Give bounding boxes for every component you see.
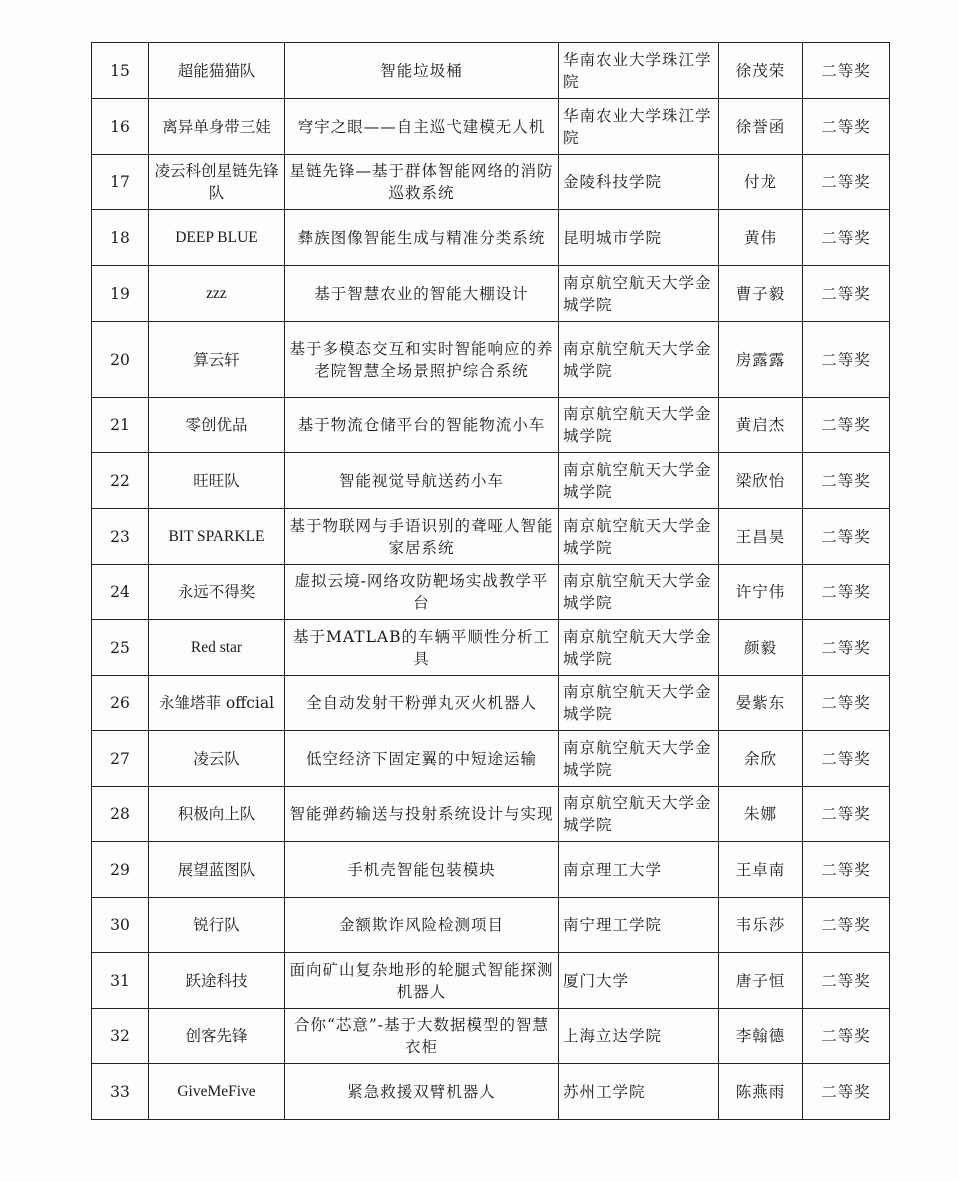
- cell-advisor: 王昌昊: [719, 509, 803, 565]
- cell-number: 30: [92, 898, 149, 953]
- cell-school: 南京航空航天大学金城学院: [559, 398, 719, 453]
- cell-advisor: 梁欣怡: [719, 453, 803, 509]
- cell-award: 二等奖: [803, 842, 890, 898]
- cell-advisor: 王卓南: [719, 842, 803, 898]
- cell-project-name: 基于物联网与手语识别的聋哑人智能家居系统: [285, 509, 559, 565]
- cell-project-name: 全自动发射干粉弹丸灭火机器人: [285, 676, 559, 731]
- awards-table: [91, 42, 890, 1120]
- cell-advisor: 曹子毅: [719, 266, 803, 322]
- table-row: [92, 398, 890, 453]
- cell-number: 27: [92, 731, 149, 787]
- cell-team-name: 跃途科技: [149, 953, 285, 1009]
- cell-team-name: 锐行队: [149, 898, 285, 953]
- cell-school: 南京航空航天大学金城学院: [559, 266, 719, 322]
- table-row: [92, 731, 890, 787]
- cell-team-name: 积极向上队: [149, 787, 285, 842]
- cell-award: 二等奖: [803, 453, 890, 509]
- table-row: [92, 266, 890, 322]
- cell-project-name: 基于物流仓储平台的智能物流小车: [285, 398, 559, 453]
- cell-school: 南京航空航天大学金城学院: [559, 453, 719, 509]
- cell-project-name: 星链先锋—基于群体智能网络的消防巡救系统: [285, 155, 559, 210]
- cell-number: 23: [92, 509, 149, 565]
- cell-number: 24: [92, 565, 149, 620]
- cell-award: 二等奖: [803, 620, 890, 676]
- cell-award: 二等奖: [803, 953, 890, 1009]
- cell-school: 厦门大学: [559, 953, 719, 1009]
- cell-team-name: 展望蓝图队: [149, 842, 285, 898]
- cell-award: 二等奖: [803, 731, 890, 787]
- cell-school: 南京航空航天大学金城学院: [559, 731, 719, 787]
- cell-number: 16: [92, 99, 149, 155]
- cell-school: 南京航空航天大学金城学院: [559, 676, 719, 731]
- cell-advisor: 黄伟: [719, 210, 803, 266]
- table-row: [92, 842, 890, 898]
- cell-number: 20: [92, 322, 149, 398]
- cell-project-name: 智能弹药输送与投射系统设计与实现: [285, 787, 559, 842]
- cell-team-name: 凌云队: [149, 731, 285, 787]
- table-row: [92, 43, 890, 99]
- cell-advisor: 许宁伟: [719, 565, 803, 620]
- cell-school: 昆明城市学院: [559, 210, 719, 266]
- cell-award: 二等奖: [803, 676, 890, 731]
- cell-team-name: BIT SPARKLE: [149, 509, 285, 565]
- cell-advisor: 余欣: [719, 731, 803, 787]
- table-row: [92, 99, 890, 155]
- cell-award: 二等奖: [803, 210, 890, 266]
- cell-number: 25: [92, 620, 149, 676]
- cell-school: 南京航空航天大学金城学院: [559, 787, 719, 842]
- cell-team-name: 永远不得奖: [149, 565, 285, 620]
- cell-school: 南京航空航天大学金城学院: [559, 620, 719, 676]
- cell-project-name: 彝族图像智能生成与精准分类系统: [285, 210, 559, 266]
- cell-number: 28: [92, 787, 149, 842]
- cell-award: 二等奖: [803, 398, 890, 453]
- cell-team-name: 凌云科创星链先锋队: [149, 155, 285, 210]
- cell-number: 31: [92, 953, 149, 1009]
- cell-project-name: 智能垃圾桶: [285, 43, 559, 99]
- cell-team-name: Red star: [149, 620, 285, 676]
- cell-number: 33: [92, 1064, 149, 1120]
- cell-school: 苏州工学院: [559, 1064, 719, 1120]
- cell-advisor: 徐誉函: [719, 99, 803, 155]
- cell-school: 华南农业大学珠江学院: [559, 99, 719, 155]
- cell-project-name: 智能视觉导航送药小车: [285, 453, 559, 509]
- cell-award: 二等奖: [803, 155, 890, 210]
- cell-project-name: 穹宇之眼——自主巡弋建模无人机: [285, 99, 559, 155]
- cell-school: 华南农业大学珠江学院: [559, 43, 719, 99]
- table-row: [92, 210, 890, 266]
- cell-number: 32: [92, 1009, 149, 1064]
- table-row: [92, 1009, 890, 1064]
- cell-advisor: 颜毅: [719, 620, 803, 676]
- cell-team-name: DEEP BLUE: [149, 210, 285, 266]
- cell-number: 15: [92, 43, 149, 99]
- cell-project-name: 基于智慧农业的智能大棚设计: [285, 266, 559, 322]
- cell-project-name: 基于MATLAB的车辆平顺性分析工具: [285, 620, 559, 676]
- cell-award: 二等奖: [803, 99, 890, 155]
- cell-advisor: 房露露: [719, 322, 803, 398]
- cell-advisor: 付龙: [719, 155, 803, 210]
- cell-advisor: 朱娜: [719, 787, 803, 842]
- cell-team-name: 永雏塔菲 offcial: [149, 676, 285, 731]
- cell-award: 二等奖: [803, 509, 890, 565]
- cell-project-name: 紧急救援双臂机器人: [285, 1064, 559, 1120]
- cell-award: 二等奖: [803, 322, 890, 398]
- cell-number: 18: [92, 210, 149, 266]
- cell-award: 二等奖: [803, 1064, 890, 1120]
- cell-school: 上海立达学院: [559, 1009, 719, 1064]
- cell-advisor: 李翰德: [719, 1009, 803, 1064]
- cell-award: 二等奖: [803, 266, 890, 322]
- cell-project-name: 低空经济下固定翼的中短途运输: [285, 731, 559, 787]
- cell-advisor: 晏紫东: [719, 676, 803, 731]
- table-row: [92, 565, 890, 620]
- cell-school: 南京航空航天大学金城学院: [559, 565, 719, 620]
- cell-team-name: 零创优品: [149, 398, 285, 453]
- cell-advisor: 陈燕雨: [719, 1064, 803, 1120]
- cell-school: 南宁理工学院: [559, 898, 719, 953]
- cell-team-name: 创客先锋: [149, 1009, 285, 1064]
- cell-project-name: 合你“芯意”-基于大数据模型的智慧衣柜: [285, 1009, 559, 1064]
- cell-award: 二等奖: [803, 43, 890, 99]
- cell-team-name: 旺旺队: [149, 453, 285, 509]
- table-row: [92, 787, 890, 842]
- cell-number: 21: [92, 398, 149, 453]
- table-row: [92, 620, 890, 676]
- cell-team-name: 算云轩: [149, 322, 285, 398]
- table-row: [92, 322, 890, 398]
- table-row: [92, 1064, 890, 1120]
- cell-number: 19: [92, 266, 149, 322]
- cell-school: 南京航空航天大学金城学院: [559, 322, 719, 398]
- table-row: [92, 676, 890, 731]
- cell-award: 二等奖: [803, 787, 890, 842]
- cell-school: 南京理工大学: [559, 842, 719, 898]
- cell-project-name: 手机壳智能包装模块: [285, 842, 559, 898]
- cell-school: 南京航空航天大学金城学院: [559, 509, 719, 565]
- table-row: [92, 155, 890, 210]
- cell-project-name: 金额欺诈风险检测项目: [285, 898, 559, 953]
- cell-award: 二等奖: [803, 565, 890, 620]
- cell-award: 二等奖: [803, 898, 890, 953]
- cell-advisor: 唐子恒: [719, 953, 803, 1009]
- awards-table-body: [92, 43, 890, 1120]
- cell-team-name: zzz: [149, 266, 285, 322]
- cell-number: 29: [92, 842, 149, 898]
- cell-number: 22: [92, 453, 149, 509]
- cell-number: 26: [92, 676, 149, 731]
- cell-project-name: 面向矿山复杂地形的轮腿式智能探测机器人: [285, 953, 559, 1009]
- table-row: [92, 509, 890, 565]
- cell-advisor: 徐茂荣: [719, 43, 803, 99]
- cell-award: 二等奖: [803, 1009, 890, 1064]
- cell-project-name: 虚拟云境-网络攻防靶场实战教学平台: [285, 565, 559, 620]
- cell-advisor: 韦乐莎: [719, 898, 803, 953]
- cell-team-name: 超能猫猫队: [149, 43, 285, 99]
- cell-number: 17: [92, 155, 149, 210]
- cell-school: 金陵科技学院: [559, 155, 719, 210]
- cell-project-name: 基于多模态交互和实时智能响应的养老院智慧全场景照护综合系统: [285, 322, 559, 398]
- cell-team-name: 离异单身带三娃: [149, 99, 285, 155]
- table-row: [92, 898, 890, 953]
- table-row: [92, 453, 890, 509]
- cell-advisor: 黄启杰: [719, 398, 803, 453]
- table-row: [92, 953, 890, 1009]
- cell-team-name: GiveMeFive: [149, 1064, 285, 1120]
